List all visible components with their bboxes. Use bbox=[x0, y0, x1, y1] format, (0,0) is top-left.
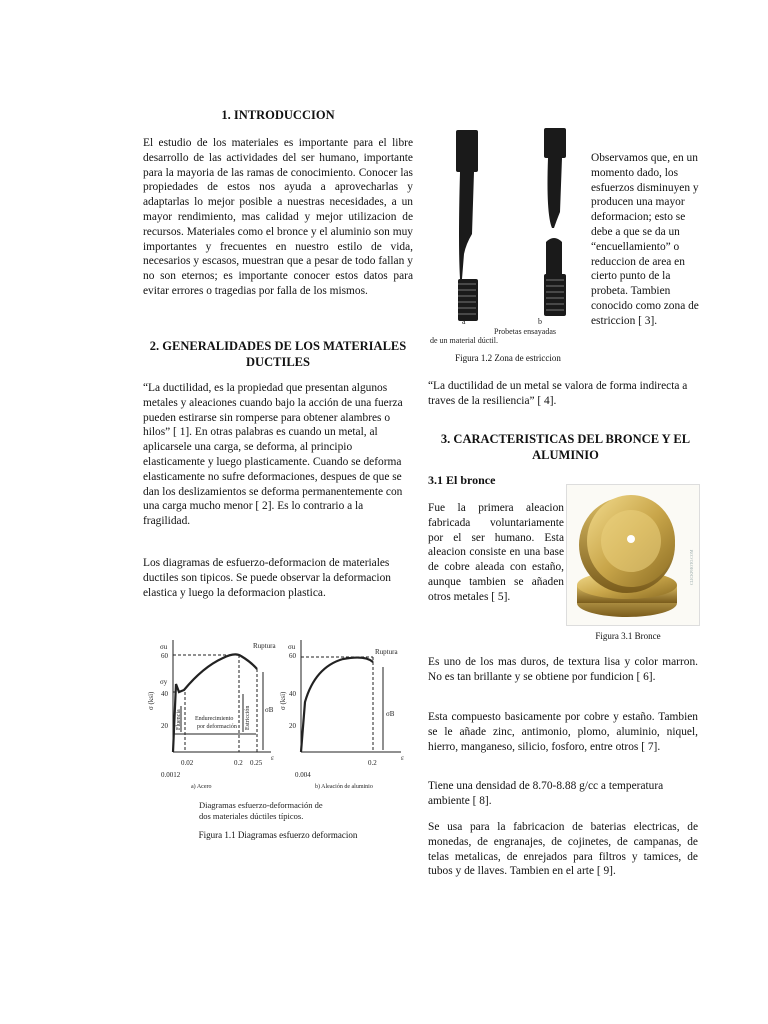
stress-strain-figure bbox=[143, 632, 415, 822]
fig11-subcaption-2: dos materiales dúctiles típicos. bbox=[199, 811, 304, 821]
probetas-label-1: Probetas ensayadas bbox=[494, 327, 556, 336]
probetas-label-2: de un material dúctil. bbox=[430, 336, 498, 345]
specimen-b bbox=[544, 128, 566, 316]
right-ylabel: σ (ksi) bbox=[279, 691, 287, 710]
left-epsilon: ε bbox=[271, 754, 274, 762]
right-ruptura: Ruptura bbox=[375, 648, 398, 656]
left-tick-40: 40 bbox=[161, 690, 168, 698]
left-endurecimiento: Endurecimiento bbox=[195, 716, 234, 722]
left-ylabel: σ (ksi) bbox=[147, 691, 155, 710]
left-tick-20: 20 bbox=[161, 722, 168, 730]
left-tick-002: 0.02 bbox=[181, 759, 194, 767]
bronze-hardness-paragraph: Es uno de los mas duros, de textura lisa y color marron. No es tan brillante y se obtiene por fundicion [ 6]. bbox=[428, 656, 698, 683]
resiliencia-paragraph: “La ductilidad de un metal se valora de forma indirecta a traves de la resiliencia” [ 4]. bbox=[428, 380, 688, 407]
left-tick-60: 60 bbox=[161, 652, 168, 660]
right-tick-40: 40 bbox=[289, 690, 296, 698]
left-fluencia: Fluencia bbox=[176, 709, 182, 730]
diagrams-paragraph: Los diagramas de esfuerzo-deformacion de materiales ductiles son tipicos. Se puede observar la deformacion elastica y luego la deformacion plastica. bbox=[143, 557, 391, 599]
bronze-photo bbox=[566, 484, 700, 626]
specimen-label-b: b bbox=[538, 317, 542, 326]
aluminum-curve bbox=[301, 658, 373, 752]
bronze-intro-paragraph: Fue la primera aleacion fabricada voluntariamente por el ser humano. Esta aleacion consiste en una base de cobre aleada con estaño, aunque tambien se añaden otros metales [ 5]. bbox=[428, 502, 564, 603]
left-sigma-b: σB bbox=[265, 706, 274, 714]
observation-paragraph: Observamos que, en un momento dado, los esfuerzos disminuyen y producen una mayor deformacion; esto se debe a que se da un “encuellamiento” o reduccion de area en cierto punto de la probeta. Tambien conocido como zona de estriccion [ 3]. bbox=[591, 152, 699, 327]
left-ruptura: Ruptura bbox=[253, 642, 276, 650]
section-2-title: 2. GENERALIDADES DE LOS MATERIALES DUCTILES bbox=[149, 339, 407, 369]
bronze-composition-paragraph: Esta compuesto basicamente por cobre y estaño. Tambien se le añade zinc, antimonio, plomo, aluminio, niquel, hierro, manganeso, silicio, fosforo, entre otros [ 7]. bbox=[428, 711, 698, 753]
right-epsilon: ε bbox=[401, 754, 404, 762]
left-estriccion: Estricción bbox=[245, 705, 251, 730]
left-tick-02: 0.2 bbox=[234, 759, 243, 767]
specimens-figure bbox=[428, 124, 590, 346]
left-por-deformacion: por deformación bbox=[197, 724, 237, 730]
specimen-a bbox=[456, 130, 478, 321]
right-tick-60: 60 bbox=[289, 652, 296, 660]
left-tick-00012: 0.0012 bbox=[161, 771, 181, 779]
figure-3-1-caption: Figura 3.1 Bronce bbox=[595, 631, 661, 641]
right-sigma-u: σu bbox=[288, 643, 296, 651]
left-sigma-y: σy bbox=[160, 678, 168, 686]
right-subcaption: b) Aleación de aluminio bbox=[315, 784, 373, 790]
section-1-title: 1. INTRODUCCION bbox=[221, 108, 335, 122]
specimen-label-a: a bbox=[462, 317, 466, 326]
figure-1-2-caption: Figura 1.2 Zona de estriccion bbox=[455, 353, 561, 363]
figure-1-1-caption: Figura 1.1 Diagramas esfuerzo deformacion bbox=[198, 830, 358, 840]
right-tick-0004: 0.004 bbox=[295, 771, 311, 779]
section-3-title: 3. CARACTERISTICAS DEL BRONCE Y EL ALUMINIO bbox=[440, 432, 691, 462]
intro-paragraph: El estudio de los materiales es importante para el libre desarrollo de las actividades del ser humano, importante para la mayoria de las ramas de conocimiento. Conocer las propiedades de estos nos ayuda a aprovecharlas y adaptarlas lo mejor posible a nuestras necesidades, a un mayor rendimiento, mas calidad y mejor utilizacion de recursos. Materiales como el bronce y el aluminio son muy importantes y frecuentes en nuestro estilo de vida, necesarios y escasos, muestran que a pesar de todo fallan y no son eternos; es importante conocer estos datos para evitar errores o tragedias por falla de los mismos. bbox=[143, 137, 413, 297]
bronze-uses-paragraph: Se usa para la fabricacion de baterias electricas, de monedas, de engranajes, de cojinetes, de campanas, de telas metalicas, de enrejados para filtros y tamices, de tubos y de llaves. Tambien en el arte [ 9]. bbox=[428, 821, 698, 878]
right-tick-20: 20 bbox=[289, 722, 296, 730]
ductility-paragraph: “La ductilidad, es la propiedad que presentan algunos metales y aleaciones cuando bajo la acción de una fuerza pueden estirarse sin romperse para obtener alambres o hilos” [ 1]. En otras palabras es cuando un metal, al aplicarsele una carga, se deforma, al principio elasticamente y luego plasticamente. Cuando se deforma elasticamente no sufre deformaciones, despues de que se dan los deslizamientos se deforma permanentemente con una carga mucho menor [ 2]. Es lo contrario a la fragilidad. bbox=[143, 382, 403, 528]
bronze-density-paragraph: Tiene una densidad de 8.70-8.88 g/cc a temperatura ambiente [ 8]. bbox=[428, 780, 664, 807]
right-sigma-b: σB bbox=[386, 710, 395, 718]
subsection-3-1-title: 3.1 El bronce bbox=[428, 473, 496, 487]
left-tick-025: 0.25 bbox=[250, 759, 263, 767]
left-sigma-u: σu bbox=[160, 643, 168, 651]
bronze-watermark: CLICKPHOTO.COM bbox=[689, 549, 694, 585]
left-subcaption: a) Acero bbox=[191, 784, 212, 790]
right-tick-02: 0.2 bbox=[368, 759, 377, 767]
steel-curve bbox=[173, 654, 257, 752]
fig11-subcaption-1: Diagramas esfuerzo-deformación de bbox=[199, 800, 323, 810]
